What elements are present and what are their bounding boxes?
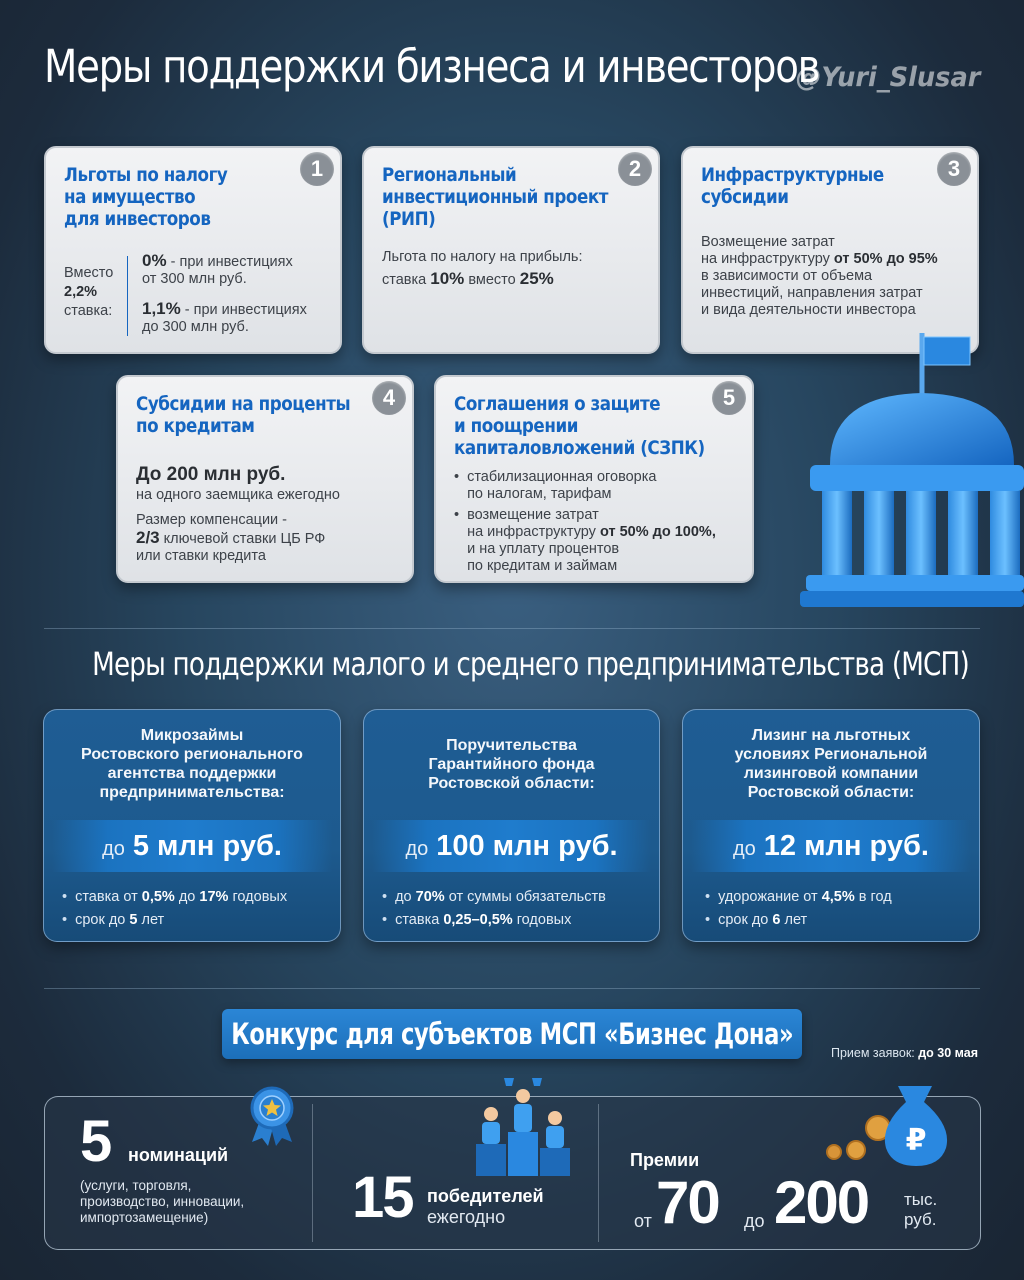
divider — [312, 1104, 313, 1242]
list-item: • до 70% от суммы обязательств — [382, 886, 653, 909]
card-property-tax — [44, 146, 342, 354]
vertical-divider — [127, 256, 128, 336]
compensation-rate: 2/3 ключевой ставки ЦБ РФ — [136, 528, 326, 547]
amount-prefix: до — [102, 837, 125, 860]
svg-text:₽: ₽ — [905, 1123, 927, 1158]
card-number-badge: 4 — [372, 381, 406, 415]
government-building-icon — [800, 325, 1024, 610]
prize-to-label: до — [744, 1211, 765, 1231]
msp-card-title: Лизинг на льготных условиях Региональной лизинговой компании Ростовской области: — [734, 727, 928, 801]
card-title: Региональный инвестиционный проект (РИП) — [382, 164, 609, 230]
profit-tax-label: Льгота по налогу на прибыль: — [382, 249, 583, 265]
page-title: Меры поддержки бизнеса и инвесторов — [44, 40, 820, 93]
list-item: • срок до 5 лет — [62, 909, 334, 932]
card-infra-subsidies — [681, 146, 979, 354]
text-line: и вида деятельности инвестора — [701, 302, 916, 318]
list-item: • ставка от 0,5% до 17% годовых — [62, 886, 334, 909]
list-item: • удорожание от 4,5% в год — [705, 886, 973, 909]
card-number-badge: 2 — [618, 152, 652, 186]
bullet-reimbursement: • возмещение затрат на инфраструктуру от 50% до 100%, и на уплату процентов по кредитам и займам — [454, 507, 716, 574]
amount-value: 100 млн руб. — [436, 829, 618, 862]
text-line: Возмещение затрат — [701, 234, 835, 250]
msp-section-title: Меры поддержки малого и среднего предпринимательства (МСП) — [92, 645, 969, 683]
winners-count: 15 — [352, 1165, 413, 1230]
compensation-alt: или ставки кредита — [136, 548, 266, 564]
bullet-stabilization: • стабилизационная оговорка по налогам, тарифам — [454, 469, 657, 502]
amount-band — [52, 820, 332, 872]
rate-label: ставка: — [64, 303, 113, 319]
option-zero: 0% - при инвестициях — [142, 251, 293, 270]
option-zero-cond: от 300 млн руб. — [142, 271, 247, 287]
card-title: Соглашения о защите и поощрении капиталовложений (СЗПК) — [454, 393, 705, 459]
author-handle: @Yuri_Slusar — [795, 62, 980, 93]
prizes-title: Премии — [630, 1150, 700, 1170]
card-title: Льготы по налогу на имущество для инвесторов — [64, 164, 228, 230]
nominations-list: (услуги, торговля, производство, инновации, импортозамещение) — [80, 1178, 245, 1225]
max-amount-note: на одного заемщика ежегодно — [136, 487, 340, 503]
nominations-count: 5 — [80, 1109, 113, 1174]
winners-label: победителей — [427, 1186, 544, 1206]
amount-band — [372, 820, 651, 872]
winners-podium-icon — [474, 1074, 572, 1178]
text-line: на инфраструктуру от 50% до 95% — [701, 251, 938, 267]
option-reduced: 1,1% - при инвестициях — [142, 299, 307, 318]
prize-max: 200 — [774, 1169, 869, 1236]
card-number-badge: 1 — [300, 152, 334, 186]
base-rate: 2,2% — [64, 284, 98, 300]
msp-card-title: Микрозаймы Ростовского регионального агентства поддержки предпринимательства: — [81, 727, 303, 801]
text-line: инвестиций, направления затрат — [701, 285, 923, 301]
contest-banner — [222, 1009, 802, 1059]
award-medal-icon — [246, 1086, 298, 1146]
money-bag-icon — [820, 1076, 960, 1168]
card-number-badge: 5 — [712, 381, 746, 415]
max-amount: До 200 млн руб. — [136, 464, 286, 485]
text-line: в зависимости от объема — [701, 268, 873, 284]
amount-value: 5 млн руб. — [132, 829, 282, 862]
profit-tax-rate: ставка 10% вместо 25% — [382, 269, 554, 288]
msp-card-title: Поручительства Гарантийного фонда Ростовской области: — [428, 737, 595, 792]
winners-frequency: ежегодно — [427, 1207, 506, 1227]
msp-card-microloans — [43, 709, 341, 942]
nominations-label: номинаций — [128, 1145, 229, 1165]
contest-title: Конкурс для субъектов МСП «Бизнес Дона» — [231, 1017, 793, 1051]
msp-card-guarantees — [363, 709, 660, 942]
amount-value: 12 млн руб. — [763, 829, 929, 862]
card-title: Инфраструктурные субсидии — [701, 164, 884, 208]
card-title: Субсидии на проценты по кредитам — [136, 393, 351, 437]
card-rip — [362, 146, 660, 354]
amount-band — [691, 820, 971, 872]
list-item: • срок до 6 лет — [705, 909, 973, 932]
msp-card-leasing — [682, 709, 980, 942]
card-number-badge: 3 — [937, 152, 971, 186]
amount-prefix: до — [733, 837, 756, 860]
prize-from-label: от — [634, 1211, 652, 1231]
card-interest-subsidies — [116, 375, 414, 583]
card-szpk — [434, 375, 754, 583]
option-reduced-cond: до 300 млн руб. — [142, 319, 249, 335]
prize-unit: тыс. руб. — [904, 1190, 938, 1229]
list-item: • ставка 0,25–0,5% годовых — [382, 909, 653, 932]
amount-prefix: до — [405, 837, 429, 860]
divider — [598, 1104, 599, 1242]
compensation-label: Размер компенсации - — [136, 512, 288, 528]
instead-label: Вместо — [64, 265, 114, 281]
application-deadline: Прием заявок: до 30 мая — [830, 1046, 978, 1060]
prize-min: 70 — [656, 1169, 719, 1236]
